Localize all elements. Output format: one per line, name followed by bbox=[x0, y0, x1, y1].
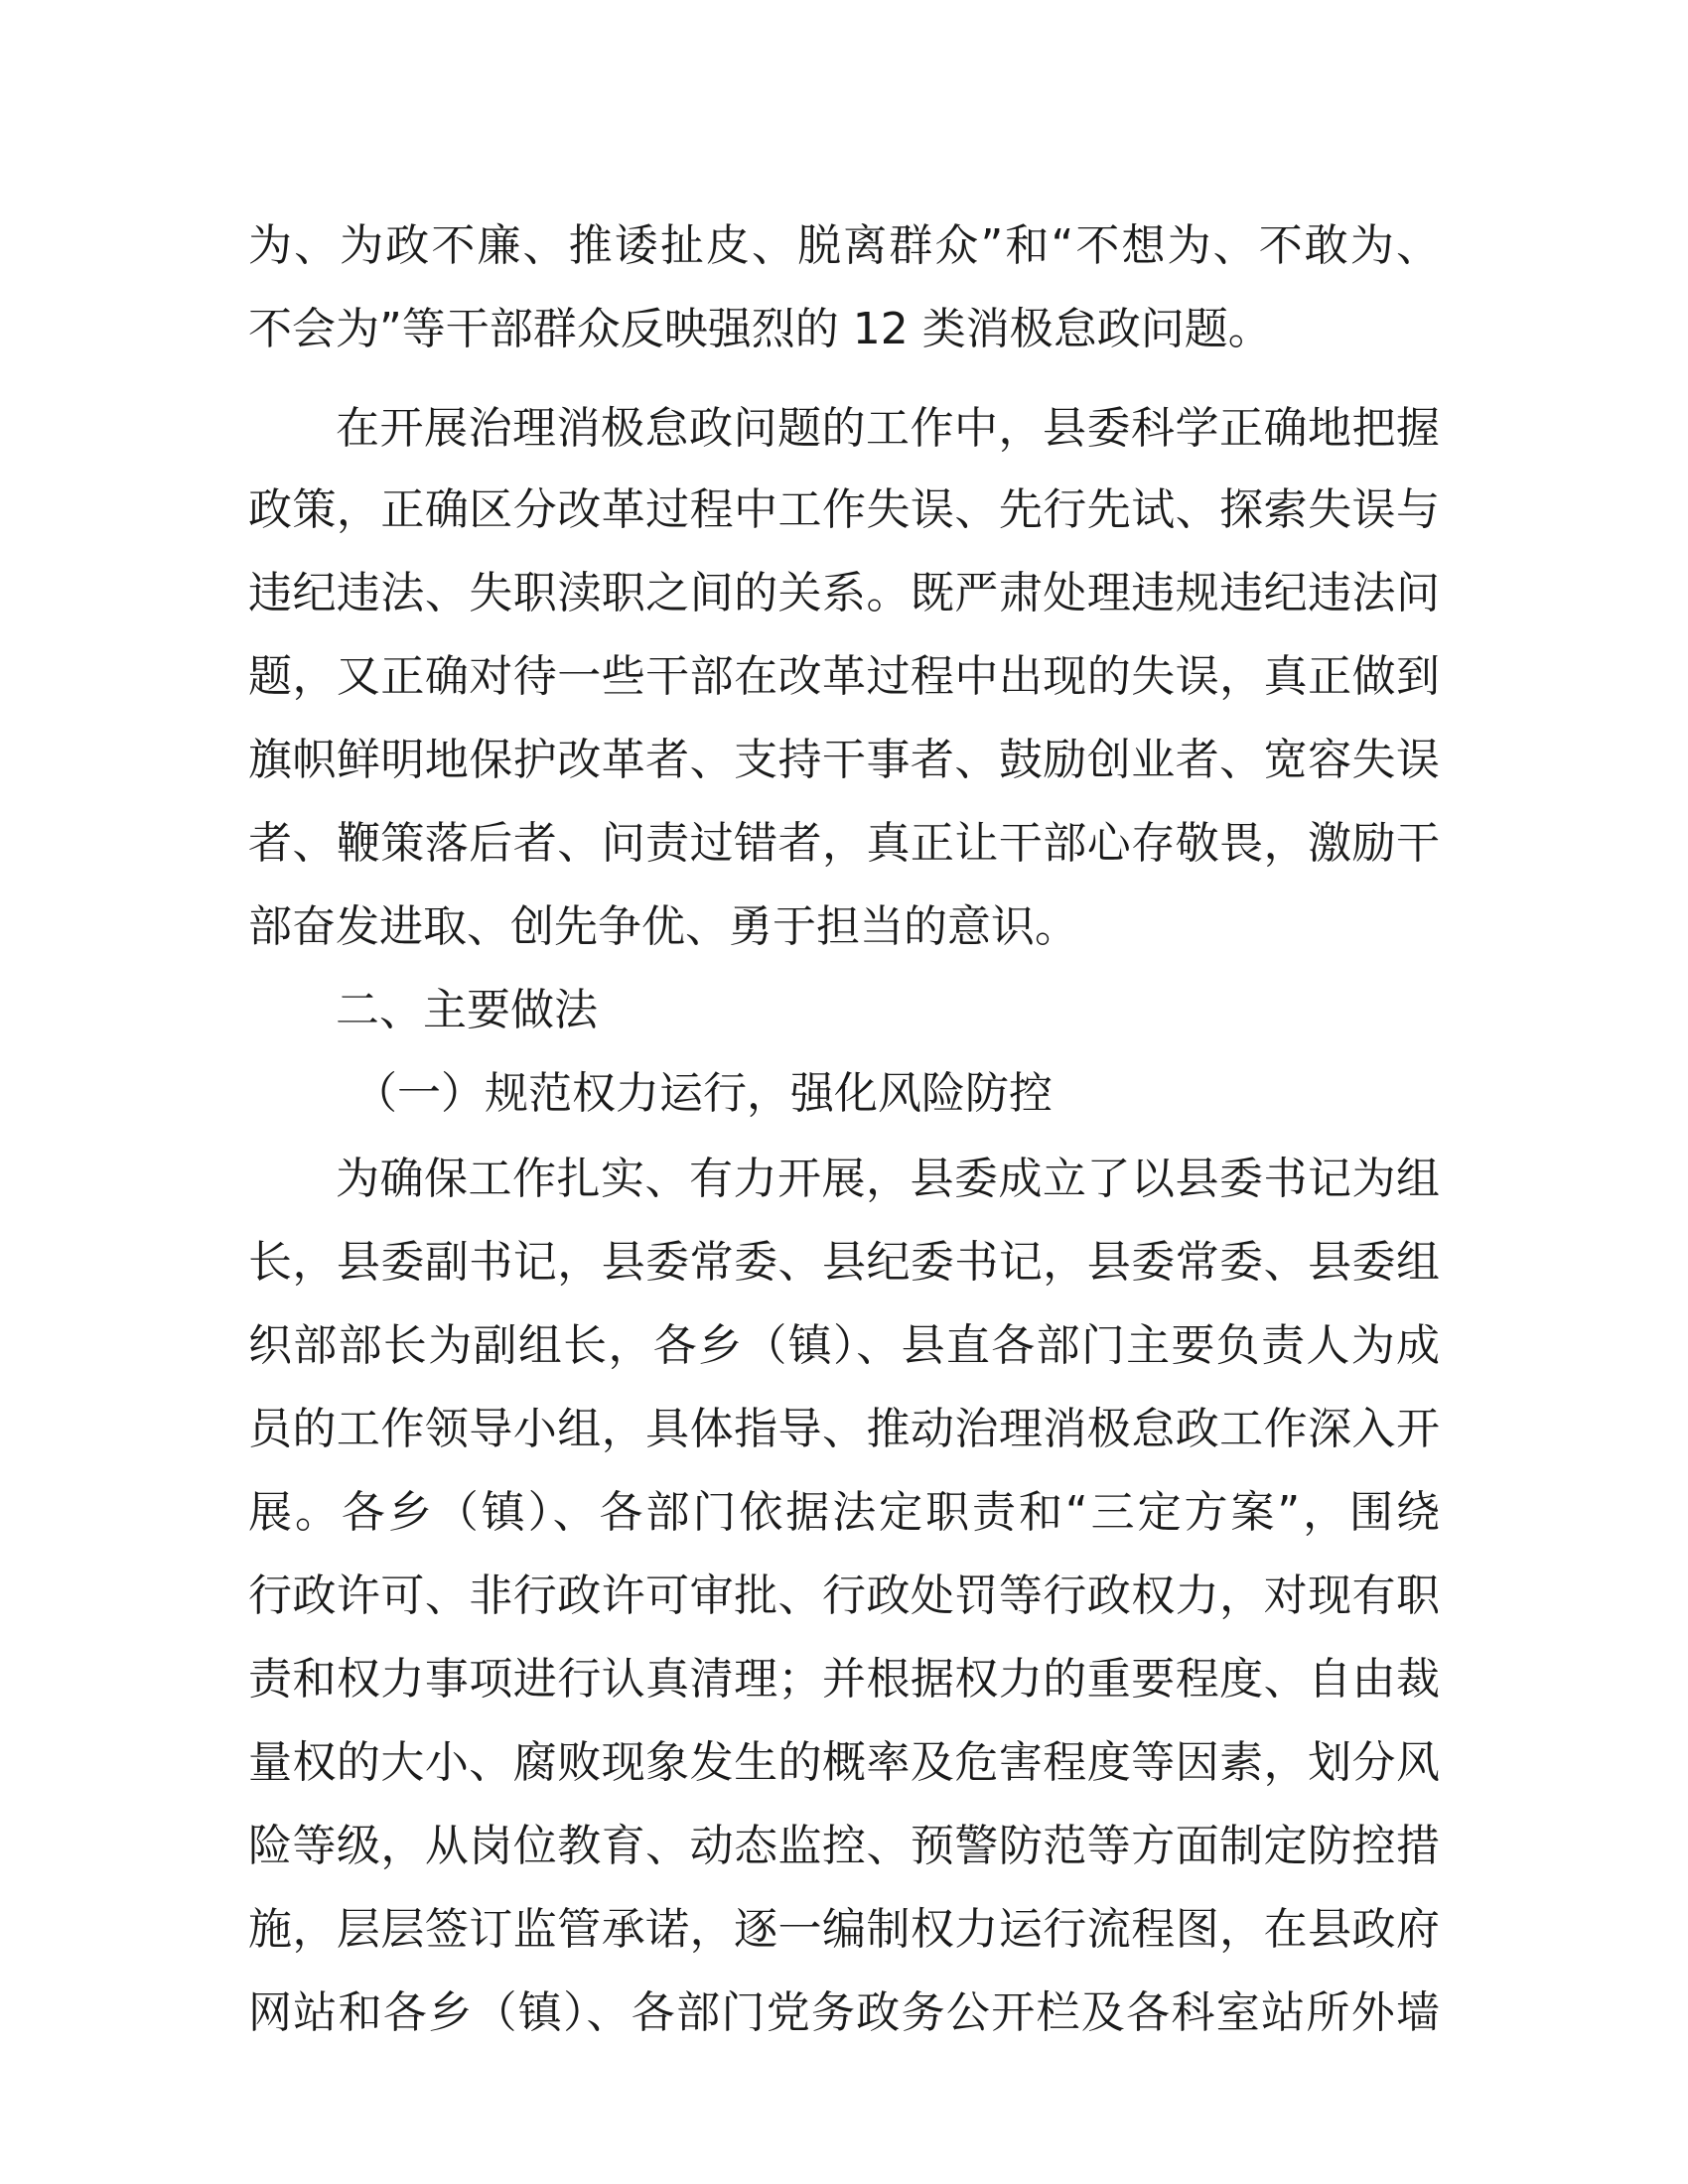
text-line: 政策，正确区分改革过程中工作失误、先行先试、探索失误与 bbox=[248, 484, 1440, 535]
text-line: 部奋发进取、创先争优、勇于担当的意识。 bbox=[248, 901, 1078, 952]
text-line: 长，县委副书记，县委常委、县纪委书记，县委常委、县委组 bbox=[248, 1237, 1440, 1288]
text-line: 题，又正确对待一些干部在改革过程中出现的失误，真正做到 bbox=[248, 651, 1440, 702]
text-line: 违纪违法、失职渎职之间的关系。既严肃处理违规违纪违法问 bbox=[248, 568, 1440, 618]
text-line: 网站和各乡（镇）、各部门党务政务公开栏及各科室站所外墙 bbox=[248, 1987, 1440, 2038]
paragraph-first-line: 为确保工作扎实、有力开展，县委成立了以县委书记为组 bbox=[336, 1154, 1440, 1204]
text-line: 织部部长为副组长，各乡（镇）、县直各部门主要负责人为成 bbox=[248, 1320, 1440, 1371]
text-line: 行政许可、非行政许可审批、行政处罚等行政权力，对现有职 bbox=[248, 1570, 1440, 1621]
subsection-heading: （一）规范权力运行，强化风险防控 bbox=[353, 1068, 1053, 1119]
text-line: 责和权力事项进行认真清理；并根据权力的重要程度、自由裁 bbox=[248, 1654, 1440, 1705]
text-line: 为、为政不廉、推诿扯皮、脱离群众”和“不想为、不敢为、 bbox=[248, 220, 1440, 271]
text-line: 展。各乡（镇）、各部门依据法定职责和“三定方案”，围绕 bbox=[248, 1487, 1440, 1538]
text-line: 施，层层签订监管承诺，逐一编制权力运行流程图，在县政府 bbox=[248, 1904, 1440, 1955]
text-line: 者、鞭策落后者、问责过错者，真正让干部心存敬畏，激励干 bbox=[248, 818, 1440, 869]
text-line: 险等级，从岗位教育、动态监控、预警防范等方面制定防控措 bbox=[248, 1821, 1440, 1871]
text-line: 量权的大小、腐败现象发生的概率及危害程度等因素，划分风 bbox=[248, 1737, 1440, 1788]
text-line: 旗帜鲜明地保护改革者、支持干事者、鼓励创业者、宽容失误 bbox=[248, 735, 1440, 785]
text-line: 不会为”等干部群众反映强烈的 12 类消极怠政问题。 bbox=[248, 304, 1272, 354]
paragraph-first-line: 在开展治理消极怠政问题的工作中，县委科学正确地把握 bbox=[336, 403, 1440, 454]
section-heading: 二、主要做法 bbox=[336, 985, 598, 1035]
text-line: 员的工作领导小组，具体指导、推动治理消极怠政工作深入开 bbox=[248, 1404, 1440, 1454]
